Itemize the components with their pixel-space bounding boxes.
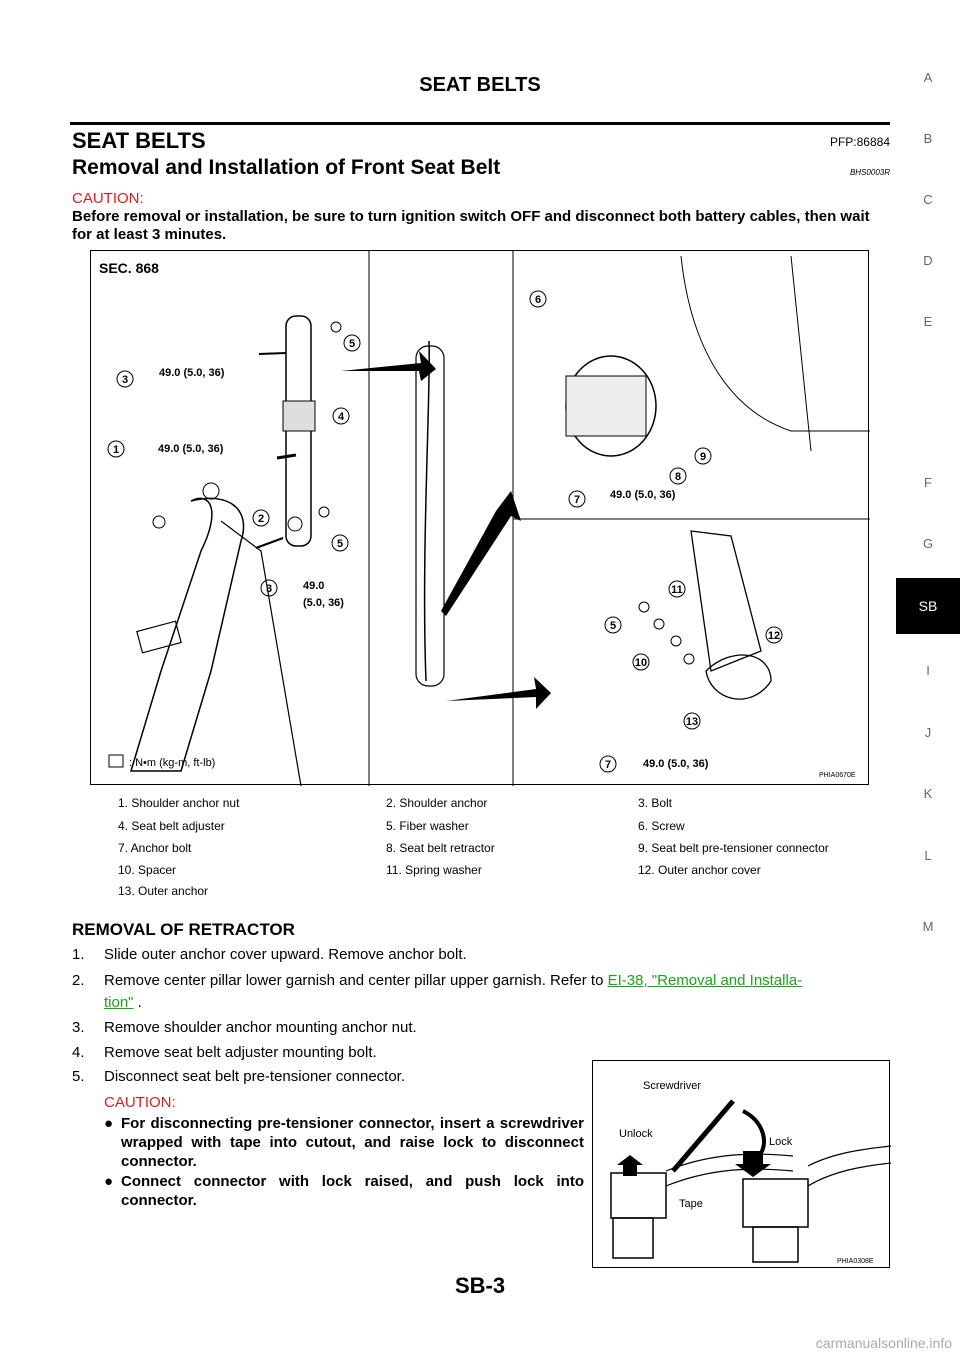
torque-7b: 49.0 (5.0, 36) bbox=[643, 758, 709, 770]
part-item: 2. Shoulder anchor bbox=[386, 796, 488, 810]
step-2: 2. Remove center pillar lower garnish and center pillar upper garnish. Refer to EI-38, "Removal and Installa- bbox=[72, 972, 803, 989]
pfp-code: PFP:86884 bbox=[829, 135, 890, 149]
step-2-cont: tion" . bbox=[104, 994, 142, 1011]
bullet-icon: ● bbox=[104, 1173, 114, 1190]
connector-diagram bbox=[592, 1060, 890, 1268]
callout-8: 8 bbox=[674, 471, 682, 483]
index-tab-sb[interactable]: SB bbox=[896, 578, 960, 634]
callout-5c: 5 bbox=[609, 620, 617, 632]
index-tab-g[interactable]: G bbox=[922, 536, 934, 551]
screwdriver-icon bbox=[673, 1101, 733, 1171]
caution-bullet: ● For disconnecting pre-tensioner connector, insert a screwdriver wrapped with tape into cutout, and raise lock to disconnect connector. bbox=[104, 1115, 584, 1170]
bullet-icon: ● bbox=[104, 1115, 114, 1132]
torque-3b-line1: 49.0 bbox=[303, 580, 325, 592]
header-rule bbox=[70, 122, 890, 125]
callout-7a: 7 bbox=[573, 494, 581, 506]
part-item: 5. Fiber washer bbox=[386, 819, 469, 833]
step-3: 3. Remove shoulder anchor mounting anchor nut. bbox=[72, 1019, 417, 1036]
part-item: 9. Seat belt pre-tensioner connector bbox=[638, 841, 829, 855]
figure1-code: PHIA0670E bbox=[819, 772, 856, 779]
part-item: 8. Seat belt retractor bbox=[386, 841, 495, 855]
torque-3: 49.0 (5.0, 36) bbox=[159, 367, 225, 379]
index-tab-k[interactable]: K bbox=[923, 786, 933, 801]
caution-label: CAUTION: bbox=[72, 190, 144, 207]
tape-label: Tape bbox=[679, 1198, 703, 1210]
part-item: 3. Bolt bbox=[638, 796, 673, 810]
step-4: 4. Remove seat belt adjuster mounting bolt. bbox=[72, 1044, 377, 1061]
callout-4: 4 bbox=[337, 411, 345, 423]
part-item: 6. Screw bbox=[638, 819, 685, 833]
subsection-title: Removal and Installation of Front Seat Belt bbox=[72, 156, 501, 179]
index-tab-c[interactable]: C bbox=[923, 192, 933, 207]
index-tab-i[interactable]: I bbox=[926, 663, 930, 678]
caution-text: Before removal or installation, be sure to turn ignition switch OFF and disconnect both battery cables, then wait for at least 3 minutes. bbox=[72, 208, 870, 243]
torque-3b-line2: (5.0, 36) bbox=[303, 597, 344, 609]
part-item: 1. Shoulder anchor nut bbox=[118, 796, 240, 810]
callout-11: 11 bbox=[671, 584, 683, 596]
figure2-code: PHIA0308E bbox=[837, 1258, 874, 1265]
callout-5a: 5 bbox=[348, 338, 356, 350]
callout-12: 12 bbox=[767, 630, 781, 642]
page-number: SB-3 bbox=[454, 1273, 506, 1298]
step-1: 1. Slide outer anchor cover upward. Remove anchor bolt. bbox=[72, 946, 467, 963]
torque-legend: : N•m (kg-m, ft-lb) bbox=[129, 757, 216, 769]
callout-1: 1 bbox=[112, 444, 120, 456]
step-5: 5. Disconnect seat belt pre-tensioner connector. bbox=[72, 1068, 406, 1085]
part-item: 11. Spring washer bbox=[386, 863, 482, 877]
callout-3: 3 bbox=[121, 374, 129, 386]
callout-2: 2 bbox=[257, 513, 265, 525]
caution-label-2: CAUTION: bbox=[104, 1094, 176, 1111]
index-tab-e[interactable]: E bbox=[923, 314, 933, 329]
footer-site: carmanualsonline.info bbox=[815, 1335, 952, 1351]
callout-10: 10 bbox=[634, 657, 648, 669]
index-tab-f[interactable]: F bbox=[924, 475, 932, 490]
torque-wrench-icon bbox=[109, 755, 123, 767]
screwdriver-label: Screwdriver bbox=[643, 1080, 702, 1092]
caution-bullet: ● Connect connector with lock raised, and push lock into connector. bbox=[104, 1173, 584, 1209]
ei-38-link-cont[interactable]: tion" bbox=[104, 994, 134, 1011]
callout-13: 13 bbox=[685, 716, 699, 728]
callout-6: 6 bbox=[534, 294, 542, 306]
callout-7b: 7 bbox=[604, 759, 612, 771]
lock-label: Lock bbox=[769, 1136, 793, 1148]
callout-9: 9 bbox=[699, 451, 707, 463]
callout-3b: 3 bbox=[265, 583, 273, 595]
torque-1: 49.0 (5.0, 36) bbox=[158, 443, 224, 455]
callout-5b: 5 bbox=[336, 538, 344, 550]
index-tab-b[interactable]: B bbox=[923, 131, 933, 146]
section-title: SEAT BELTS bbox=[72, 128, 206, 153]
ei-38-link[interactable]: EI-38, "Removal and Installa- bbox=[607, 972, 803, 989]
unlock-label: Unlock bbox=[619, 1128, 653, 1140]
seat-belt-diagram bbox=[90, 250, 869, 785]
part-item: 13. Outer anchor bbox=[118, 884, 209, 898]
torque-7a: 49.0 (5.0, 36) bbox=[610, 489, 676, 501]
index-tab-j[interactable]: J bbox=[924, 725, 932, 740]
sec-label: SEC. 868 bbox=[99, 260, 159, 276]
part-item: 12. Outer anchor cover bbox=[638, 863, 761, 877]
part-item: 4. Seat belt adjuster bbox=[118, 819, 225, 833]
part-item: 7. Anchor bolt bbox=[118, 841, 192, 855]
removal-heading: REMOVAL OF RETRACTOR bbox=[72, 920, 295, 939]
part-item: 10. Spacer bbox=[118, 863, 177, 877]
index-tab-a[interactable]: A bbox=[923, 70, 933, 85]
subsection-code: BHS0003R bbox=[849, 168, 890, 177]
index-tab-d[interactable]: D bbox=[923, 253, 933, 268]
index-tab-m[interactable]: M bbox=[922, 919, 934, 934]
page-header-title: SEAT BELTS bbox=[419, 74, 541, 96]
index-tab-l[interactable]: L bbox=[924, 848, 932, 863]
